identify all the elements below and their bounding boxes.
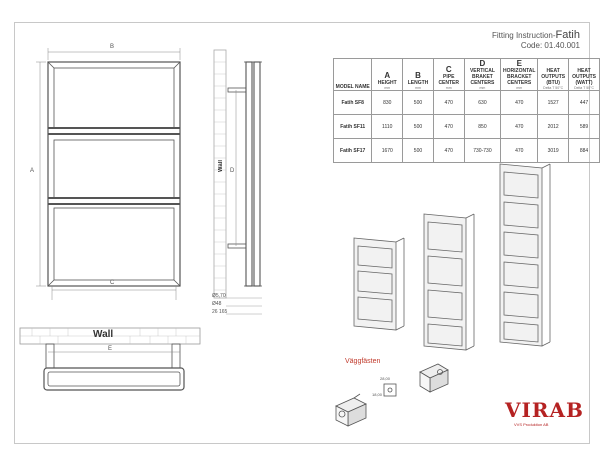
cell: 589 (569, 115, 600, 139)
product-code: Code: 01.40.001 (520, 41, 580, 50)
dim-d: D (230, 168, 235, 174)
col-b: B LENGTH mm (403, 59, 434, 91)
cell: Fatih SF8 (334, 91, 372, 115)
brand-logo: VIRAB (505, 398, 584, 422)
dim-a: A (30, 168, 35, 174)
bracket-iso-right (420, 364, 448, 392)
wall-label: Wall (93, 329, 114, 340)
cell: 830 (372, 91, 403, 115)
cell: 1670 (372, 139, 403, 163)
col-btu: HEAT OUTPUTS (BTU) Delta T 50°C (538, 59, 569, 91)
title-prefix: Fitting Instruction- (491, 31, 556, 40)
dim-pipe-2: Ø48 (212, 301, 222, 307)
cell: Fatih SF11 (334, 115, 372, 139)
bracket-title: Väggfästen (345, 358, 381, 365)
cell: 470 (501, 91, 538, 115)
cell: 1110 (372, 115, 403, 139)
dim-pipe-1: Ø5,70 (212, 293, 226, 299)
iso-radiator-medium (424, 214, 474, 350)
iso-radiator-large (500, 164, 550, 346)
cell: 500 (403, 139, 434, 163)
dim-e: E (108, 346, 113, 352)
cell: 730-730 (464, 139, 501, 163)
cell: 470 (433, 139, 464, 163)
dim-c: C (110, 280, 115, 286)
col-watt: HEAT OUTPUTS (WATT) Delta T 50°C (569, 59, 600, 91)
cell: Fatih SF17 (334, 139, 372, 163)
cell: 630 (464, 91, 501, 115)
col-c: C PIPE CENTER mm (433, 59, 464, 91)
cell: 470 (433, 91, 464, 115)
front-dimensions (36, 48, 180, 300)
iso-radiator-small (354, 238, 404, 330)
cell: 500 (403, 115, 434, 139)
bracket-dim-2: 18,00 (372, 392, 383, 397)
product-name: Fatih (555, 29, 580, 41)
col-model: MODEL NAME (334, 59, 372, 91)
cell: 3019 (538, 139, 569, 163)
brand-tagline: VVS Produktion AB (514, 422, 549, 427)
front-view (48, 62, 180, 286)
dim-pipe-3: 26 165 (212, 309, 228, 315)
cell: 850 (464, 115, 501, 139)
bracket-dim-1: 28,00 (380, 376, 391, 381)
bracket-square-section (384, 384, 396, 396)
side-view (214, 50, 262, 314)
col-d: D VERTICAL BRAKET CENTERS mm (464, 59, 501, 91)
cell: 500 (403, 91, 434, 115)
cell: 1527 (538, 91, 569, 115)
cell: 470 (501, 115, 538, 139)
cell: 470 (501, 139, 538, 163)
col-e: E HORIZONTAL BRACKET CENTERS mm (501, 59, 538, 91)
wall-side-label: Wall (218, 160, 224, 173)
cell: 470 (433, 115, 464, 139)
cell: 2012 (538, 115, 569, 139)
cell: 884 (569, 139, 600, 163)
dim-b: B (110, 44, 115, 50)
bracket-iso-left (336, 394, 366, 426)
cell: 447 (569, 91, 600, 115)
col-a: A HEIGHT mm (372, 59, 403, 91)
